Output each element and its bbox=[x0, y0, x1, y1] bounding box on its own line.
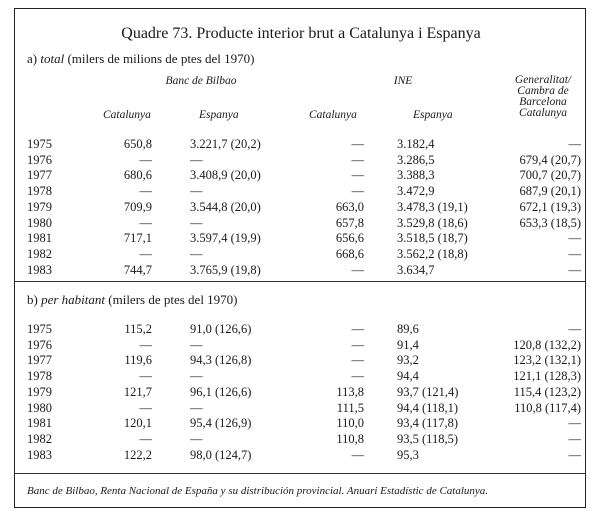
value-cell: 93,2 bbox=[397, 353, 419, 368]
value-cell: — bbox=[139, 152, 152, 167]
value-cell: 656,6 bbox=[335, 231, 364, 246]
table-row bbox=[15, 416, 587, 432]
value-cell: — bbox=[568, 137, 581, 151]
value-cell: — bbox=[139, 400, 152, 415]
header-catalunya-banc: Catalunya bbox=[103, 109, 151, 121]
table-row bbox=[15, 338, 587, 354]
header-catalunya-ine: Catalunya bbox=[309, 109, 357, 121]
value-cell: — bbox=[190, 215, 203, 230]
year-cell: 1978 bbox=[27, 184, 52, 199]
value-cell: 680,6 bbox=[123, 168, 152, 183]
year-cell: 1982 bbox=[27, 431, 52, 446]
value-cell: — bbox=[139, 431, 152, 446]
year-cell: 1980 bbox=[27, 400, 52, 415]
header-ine: INE bbox=[393, 75, 413, 87]
value-cell: — bbox=[568, 262, 581, 277]
value-cell: — bbox=[139, 369, 152, 384]
value-cell: — bbox=[568, 231, 581, 246]
value-cell: 91,0 (126,6) bbox=[190, 322, 252, 336]
table-row bbox=[15, 448, 587, 464]
value-cell: 94,4 bbox=[397, 369, 419, 384]
header-generalitat bbox=[503, 75, 583, 119]
header-espanya-ine: Espanya bbox=[413, 109, 453, 121]
table-row bbox=[15, 353, 587, 369]
table-row bbox=[15, 168, 587, 184]
table-row bbox=[15, 401, 587, 417]
value-cell: 3.472,9 bbox=[397, 184, 435, 199]
value-cell: 121,1 (128,3) bbox=[513, 369, 581, 384]
value-cell: — bbox=[568, 431, 581, 446]
year-cell: 1979 bbox=[27, 199, 52, 214]
header-generalitat-line: Catalunya bbox=[519, 107, 567, 119]
section-a-label: (milers de milions de ptes del 1970) bbox=[67, 51, 255, 66]
value-cell: — bbox=[190, 431, 203, 446]
table-frame bbox=[14, 8, 586, 508]
value-cell: 93,7 (121,4) bbox=[397, 384, 459, 399]
year-cell: 1983 bbox=[27, 262, 52, 277]
section-a-label-italic: total bbox=[40, 51, 65, 66]
value-cell: — bbox=[568, 246, 581, 261]
year-cell: 1981 bbox=[27, 416, 52, 431]
value-cell: 94,3 (126,8) bbox=[190, 353, 252, 368]
value-cell: 96,1 (126,6) bbox=[190, 384, 252, 399]
year-cell: 1976 bbox=[27, 152, 52, 167]
table-row bbox=[15, 385, 587, 401]
value-cell: — bbox=[351, 353, 364, 368]
value-cell: 744,7 bbox=[123, 262, 152, 277]
value-cell: 120,8 (132,2) bbox=[513, 337, 581, 352]
year-cell: 1975 bbox=[27, 137, 52, 151]
value-cell: 93,4 (117,8) bbox=[397, 416, 458, 431]
value-cell: 110,8 bbox=[336, 431, 364, 446]
section-a-letter: a) bbox=[27, 51, 38, 66]
year-cell: 1978 bbox=[27, 369, 52, 384]
value-cell: — bbox=[190, 337, 203, 352]
value-cell: 3.765,9 (19,8) bbox=[190, 262, 261, 277]
value-cell: 122,2 bbox=[123, 447, 152, 462]
value-cell: — bbox=[190, 184, 203, 199]
header-generalitat-line: Generalitat/ bbox=[514, 74, 572, 86]
year-cell: 1975 bbox=[27, 322, 52, 336]
value-cell: — bbox=[190, 369, 203, 384]
footer-divider bbox=[15, 473, 585, 474]
header-espanya-banc: Espanya bbox=[199, 109, 239, 121]
table-row bbox=[15, 231, 587, 247]
value-cell: 650,8 bbox=[123, 137, 152, 151]
header-generalitat-line: Cambra de bbox=[517, 85, 569, 97]
year-cell: 1977 bbox=[27, 353, 52, 368]
table-title: Quadre 73. Producte interior brut a Catalunya i Espanya bbox=[121, 25, 481, 42]
value-cell: 717,1 bbox=[123, 231, 152, 246]
value-cell: 3.478,3 (19,1) bbox=[397, 199, 468, 214]
value-cell: 91,4 bbox=[397, 337, 419, 352]
table-row bbox=[15, 184, 587, 200]
value-cell: — bbox=[351, 447, 364, 462]
year-cell: 1979 bbox=[27, 384, 52, 399]
value-cell: 657,8 bbox=[335, 215, 364, 230]
value-cell: — bbox=[351, 337, 364, 352]
table-row bbox=[15, 216, 587, 232]
value-cell: 672,1 (19,3) bbox=[519, 199, 581, 214]
table-row bbox=[15, 369, 587, 385]
value-cell: — bbox=[568, 322, 581, 336]
value-cell: 3.408,9 (20,0) bbox=[190, 168, 261, 183]
value-cell: 123,2 (132,1) bbox=[513, 353, 581, 368]
value-cell: 3.544,8 (20,0) bbox=[190, 199, 261, 214]
section-b-label: (milers de ptes del 1970) bbox=[108, 292, 238, 307]
value-cell: 110,8 (117,4) bbox=[514, 400, 581, 415]
value-cell: 3.597,4 (19,9) bbox=[190, 231, 261, 246]
table-row bbox=[15, 432, 587, 448]
section-a-heading bbox=[27, 51, 254, 67]
value-cell: 709,9 bbox=[123, 199, 152, 214]
value-cell: 3.562,2 (18,8) bbox=[397, 246, 468, 261]
year-cell: 1982 bbox=[27, 246, 52, 261]
value-cell: 3.634,7 bbox=[397, 262, 435, 277]
value-cell: 89,6 bbox=[397, 322, 419, 336]
table-row bbox=[15, 200, 587, 216]
value-cell: — bbox=[139, 184, 152, 199]
value-cell: 115,2 bbox=[124, 322, 152, 336]
value-cell: 111,5 bbox=[336, 400, 364, 415]
value-cell: — bbox=[568, 447, 581, 462]
table-row bbox=[15, 247, 587, 263]
value-cell: 93,5 (118,5) bbox=[397, 431, 458, 446]
year-cell: 1980 bbox=[27, 215, 52, 230]
year-cell: 1981 bbox=[27, 231, 52, 246]
value-cell: 115,4 (123,2) bbox=[513, 384, 581, 399]
value-cell: — bbox=[139, 337, 152, 352]
section-b-heading bbox=[27, 292, 238, 308]
value-cell: — bbox=[568, 416, 581, 431]
value-cell: 653,3 (18,5) bbox=[519, 215, 581, 230]
value-cell: 119,6 bbox=[124, 353, 152, 368]
value-cell: — bbox=[351, 168, 364, 183]
source-footnote: Banc de Bilbao, Renta Nacional de España y su distribución provincial. Anuari Estadístic de Catalunya. bbox=[27, 485, 489, 497]
year-cell: 1976 bbox=[27, 337, 52, 352]
value-cell: 3.286,5 bbox=[397, 152, 435, 167]
value-cell: 113,8 bbox=[336, 384, 364, 399]
section-b-letter: b) bbox=[27, 292, 38, 307]
value-cell: 95,3 bbox=[397, 447, 419, 462]
value-cell: 3.388,3 bbox=[397, 168, 435, 183]
value-cell: — bbox=[190, 400, 203, 415]
value-cell: 110,0 bbox=[336, 416, 364, 431]
value-cell: 120,1 bbox=[123, 416, 152, 431]
value-cell: 95,4 (126,9) bbox=[190, 416, 252, 431]
value-cell: 3.221,7 (20,2) bbox=[190, 137, 261, 151]
value-cell: — bbox=[351, 369, 364, 384]
header-banc-bilbao: Banc de Bilbao bbox=[165, 75, 237, 87]
table-row bbox=[15, 137, 587, 153]
section-divider bbox=[15, 281, 585, 282]
value-cell: — bbox=[139, 246, 152, 261]
header-generalitat-line: Barcelona bbox=[519, 96, 567, 108]
value-cell: 663,0 bbox=[335, 199, 364, 214]
value-cell: — bbox=[351, 152, 364, 167]
value-cell: — bbox=[190, 246, 203, 261]
value-cell: — bbox=[351, 322, 364, 336]
value-cell: 3.182,4 bbox=[397, 137, 435, 151]
value-cell: 700,7 (20,7) bbox=[519, 168, 581, 183]
value-cell: 98,0 (124,7) bbox=[190, 447, 252, 462]
value-cell: 679,4 (20,7) bbox=[519, 152, 581, 167]
year-cell: 1983 bbox=[27, 447, 52, 462]
value-cell: 3.518,5 (18,7) bbox=[397, 231, 468, 246]
year-cell: 1977 bbox=[27, 168, 52, 183]
table-row bbox=[15, 322, 587, 338]
value-cell: — bbox=[351, 184, 364, 199]
table-row bbox=[15, 153, 587, 169]
value-cell: — bbox=[190, 152, 203, 167]
table-row bbox=[15, 263, 587, 279]
value-cell: — bbox=[351, 262, 364, 277]
section-b-label-italic: per habitant bbox=[41, 292, 106, 307]
value-cell: 94,4 (118,1) bbox=[397, 400, 458, 415]
value-cell: 121,7 bbox=[123, 384, 152, 399]
value-cell: 668,6 bbox=[335, 246, 364, 261]
value-cell: — bbox=[351, 137, 364, 151]
value-cell: 3.529,8 (18,6) bbox=[397, 215, 468, 230]
value-cell: 687,9 (20,1) bbox=[519, 184, 581, 199]
value-cell: — bbox=[139, 215, 152, 230]
